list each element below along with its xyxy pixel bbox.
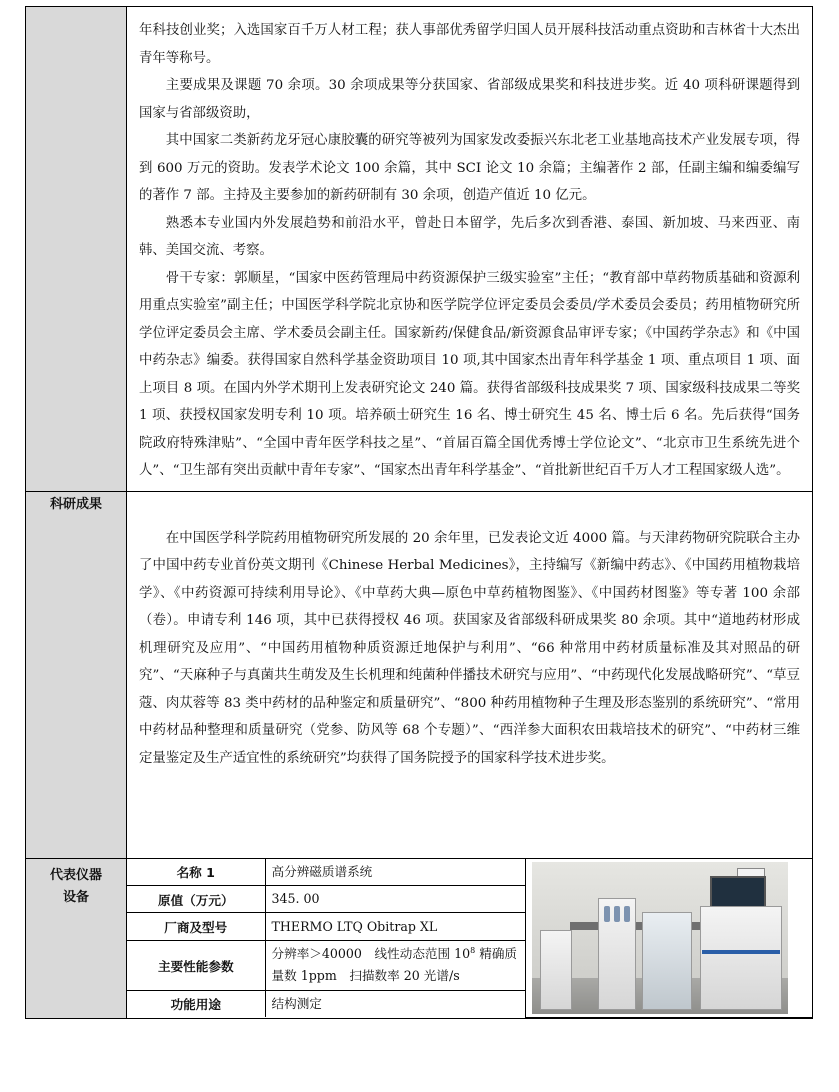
equip-value-usage: 结构测定 [265,990,525,1017]
equip-value-model: THERMO LTQ Obitrap XL [265,913,525,940]
equip-key-params: 主要性能参数 [127,940,265,990]
paragraph: 其中国家二类新药龙牙冠心康胶囊的研究等被列为国家发改委振兴东北老工业基地高技术产业发展专项，得到 600 万元的资助。发表学术论文 100 余篇，其中 SCI 论文 10 余篇；主编著作 2 部，任副主编和编委编写的著作 7 部。主持及主要参加的新药研制有 30 余项，创造产值近 10 亿元。 [139,133,800,203]
equip-value-price: 345. 00 [265,885,525,912]
paragraph: 熟悉本专业国内外发展趋势和前沿水平，曾赴日本留学，先后多次到香港、泰国、新加坡、马来西亚、南韩、美国交流、考察。 [139,215,800,258]
research-label: 科研成果 [26,491,127,858]
paragraph: 主要成果及课题 70 余项。30 余项成果等分获国家、省部级成果奖和科技进步奖。近 40 项科研课题得到国家与省部级资助， [139,78,800,121]
equip-key-usage: 功能用途 [127,990,265,1017]
equipment-photo-cell [525,859,812,1018]
equipment-cell [127,858,813,1018]
equip-value-name: 高分辨磁质谱系统 [265,859,525,886]
equip-key-model: 厂商及型号 [127,913,265,940]
equip-row-name [127,859,812,886]
params-text-b: 精确质量数 1ppm 扫描数率 20 光谱/s [271,946,518,984]
equip-value-params [265,940,525,990]
equip-key-name: 名称 1 [127,859,265,886]
params-superscript: 8 [470,945,476,955]
document-table [25,6,813,1019]
research-row [26,491,813,858]
equipment-table [127,859,812,1018]
top-section-content [127,7,813,492]
research-content [127,491,813,858]
equip-key-price: 原值（万元） [127,885,265,912]
equipment-label [26,858,127,1018]
paragraph: 年科技创业奖；入选国家百千万人材工程；获人事部优秀留学归国人员开展科技活动重点资助和吉林省十大杰出青年等称号。 [139,23,800,66]
top-section-label [26,7,127,492]
params-text-a: 分辨率＞40000 线性动态范围 10 [271,946,471,962]
top-section-row [26,7,813,492]
equipment-photo [532,862,788,1014]
equipment-row [26,858,813,1018]
equipment-label-text: 代表仪器设备 [49,867,102,905]
research-paragraph: 在中国医学科学院药用植物研究所发展的 20 余年里，已发表论文近 4000 篇。与天津药物研究院联合主办了中国中药专业首份英文期刊《Chinese Herbal Medicines》，主持编写《新编中药志》、《中国药用植物栽培学》、《中药资源可持续利用导论》、《中草药大典—原色中草药植物图鉴》、《中国药材图鉴》等专著 100 余部（卷）。申请专利 146 项，其中已获得授权 46 项。获国家及省部级科研成果奖 80 余项。其中“道地药材形成机理研究及应用”、“中国药用植物种质资源迁地保护与利用”、“66 种常用中药材质量标准及其对照品的研究”、“天麻种子与真菌共生萌发及生长机理和纯菌种伴播技术研究与应用”、“中药现代化发展战略研究”、“草豆蔻、肉苁蓉等 83 类中药材的品种鉴定和质量研究”、“800 种药用植物种子生理及形态鉴别的系统研究”、“常用中药材品种整理和质量研究（党参、防风等 68 个专题）”、“西洋参大面积农田栽培技术的研究”、“中药材三维定量鉴定及生产适宜性的系统研究”均获得了国务院授予的国家科学技术进步奖。 [139,530,800,766]
paragraph: 骨干专家：郭顺星，“国家中医药管理局中药资源保护三级实验室”主任；“教育部中草药物质基础和资源利用重点实验室”副主任；中国医学科学院北京协和医学院学位评定委员会委员/学术委员会委员；药用植物研究所学位评定委员会主席、学术委员会副主任。国家新药/保健食品/新资源食品审评专家；《中国药学杂志》和《中国中药杂志》编委。获得国家自然科学基金资助项目 10 项,其中国家杰出青年科学基金 1 项、重点项目 1 项、面上项目 8 项。在国内外学术期刊上发表研究论文 240 篇。获得省部级科技成果奖 7 项、国家级科技成果二等奖 1 项、获授权国家发明专利 10 项。培养硕士研究生 16 名、博士研究生 45 名、博士后 6 名。先后获得“国务院政府特殊津贴”、“全国中青年医学科技之星”、“首届百篇全国优秀博士学位论文”、“北京市卫生系统先进个人”、“卫生部有突出贡献中青年专家”、“国家杰出青年科学基金”、“首批新世纪百千万人才工程国家级人选”。 [139,270,800,478]
